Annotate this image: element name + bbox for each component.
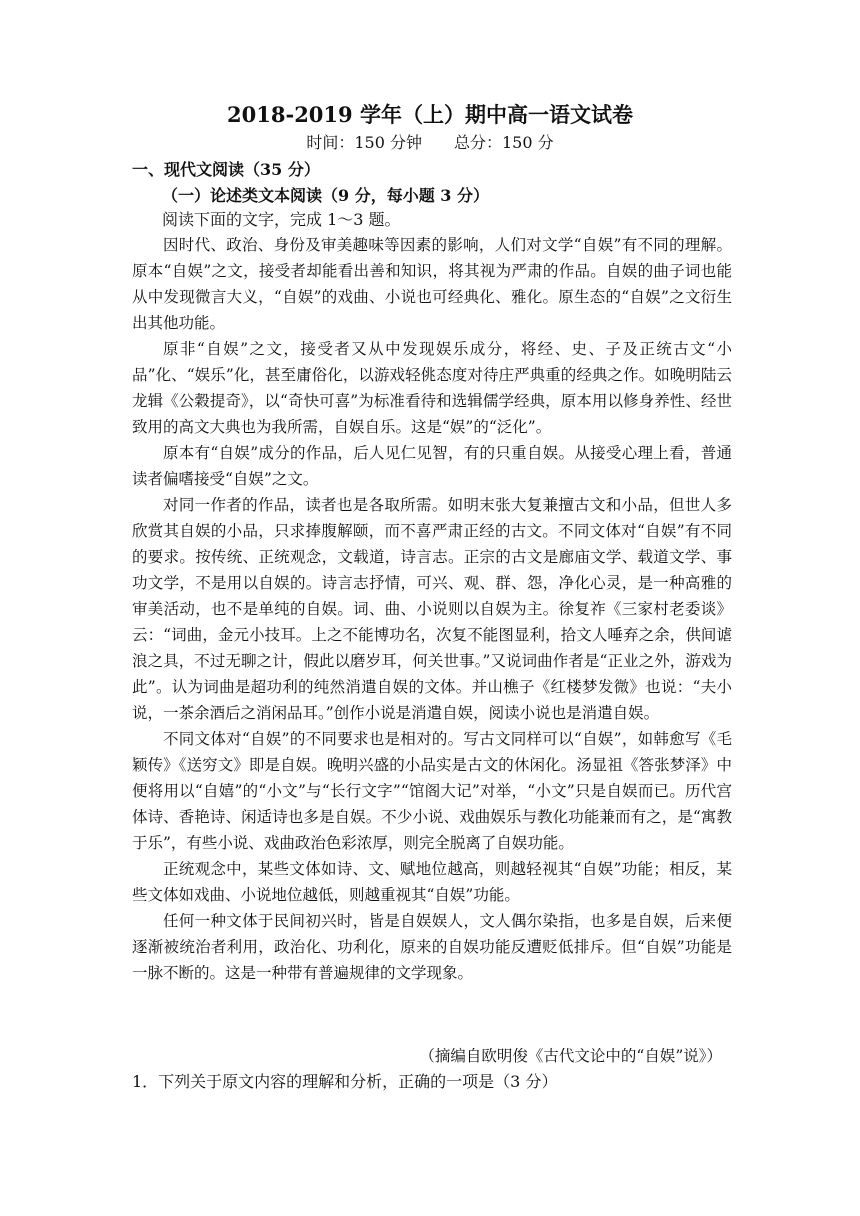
section-heading: 一、现代文阅读（35 分）: [132, 160, 320, 179]
reading-instruction: 阅读下面的文字，完成 1～3 题。: [162, 210, 401, 229]
article-paragraph: 对同一作者的作品，读者也是各取所需。如明末张大复兼擅古文和小品，但世人多欣赏其自娱的小品，只求捧腹解颐，而不喜严肃正经的古文。不同文体对“自娱”有不同的要求。按传统、正统观念，文载道，诗言志。正宗的古文是廊庙文学、载道文学、事功文学，不是用以自娱的。诗言志抒情，可兴、观、群、怨，净化心灵，是一种高雅的审美活动，也不是单纯的自娱。词、曲、小说则以自娱为主。徐复祚《三家村老委谈》云：“词曲，金元小技耳。上之不能博功名，次复不能图显利，拾文人唾弃之余，供间谑浪之具，不过无聊之计，假此以磨岁耳，何关世事。”又说词曲作者是“正业之外，游戏为此”。认为词曲是超功利的纯然消遣自娱的文体。并山樵子《红楼梦发微》也说：“夫小说，一茶余酒后之消闲品耳。”创作小说是消遣自娱，阅读小说也是消遣自娱。: [132, 496, 732, 722]
article-body: [132, 232, 732, 986]
exam-time-and-score: 时间：150 分钟 总分：150 分: [306, 133, 554, 152]
article-paragraph: 任何一种文体于民间初兴时，皆是自娱娱人，文人偶尔染指，也多是自娱，后来便逐渐被统治者利用，政治化、功利化，原来的自娱功能反遭贬低排斥。但“自娱”功能是一脉不断的。这是一种带有普遍规律的文学现象。: [132, 912, 732, 982]
subsection-heading: （一）论述类文本阅读（9 分，每小题 3 分）: [162, 186, 489, 205]
article-paragraph: 因时代、政治、身份及审美趣味等因素的影响，人们对文学“自娱”有不同的理解。原本“自娱”之文，接受者却能看出善和知识，将其视为严肃的作品。自娱的曲子词也能从中发现微言大义，“自娱”的戏曲、小说也可经典化、雅化。原生态的“自娱”之文衍生出其他功能。: [132, 236, 732, 332]
article-paragraph: 正统观念中，某些文体如诗、文、赋地位越高，则越轻视其“自娱”功能；相反，某些文体如戏曲、小说地位越低，则越重视其“自娱”功能。: [132, 860, 732, 904]
question-1: 1．下列关于原文内容的理解和分析，正确的一项是（3 分）: [132, 1072, 558, 1091]
article-source: （摘编自欧明俊《古代文论中的“自娱”说》）: [419, 1047, 722, 1065]
article-paragraph: 原非“自娱”之文，接受者又从中发现娱乐成分，将经、史、子及正统古文“小品”化、“娱乐”化，甚至庸俗化，以游戏轻佻态度对待庄严典重的经典之作。如晚明陆云龙辑《公穀提奇》，以“奇快可喜”为标准看待和选辑儒学经典，原本用以修身养性、经世致用的高文大典也为我所需，自娱自乐。这是“娱”的“泛化”。: [132, 340, 732, 436]
exam-title: 2018-2019 学年（上）期中高一语文试卷: [227, 102, 633, 127]
article-paragraph: 不同文体对“自娱”的不同要求也是相对的。写古文同样可以“自娱”，如韩愈写《毛颖传》《送穷文》即是自娱。晚明兴盛的小品实是古文的休闲化。汤显祖《答张梦泽》中便将用以“自嬉”的“小文”与“长行文字”“馆阁大记”对举，“小文”只是自娱而已。历代宫体诗、香艳诗、闲适诗也多是自娱。不少小说、戏曲娱乐与教化功能兼而有之，是“寓教于乐”，有些小说、戏曲政治色彩浓厚，则完全脱离了自娱功能。: [132, 730, 732, 852]
article-paragraph: 原本有“自娱”成分的作品，后人见仁见智，有的只重自娱。从接受心理上看，普通读者偏嗜接受“自娱”之文。: [132, 444, 732, 488]
